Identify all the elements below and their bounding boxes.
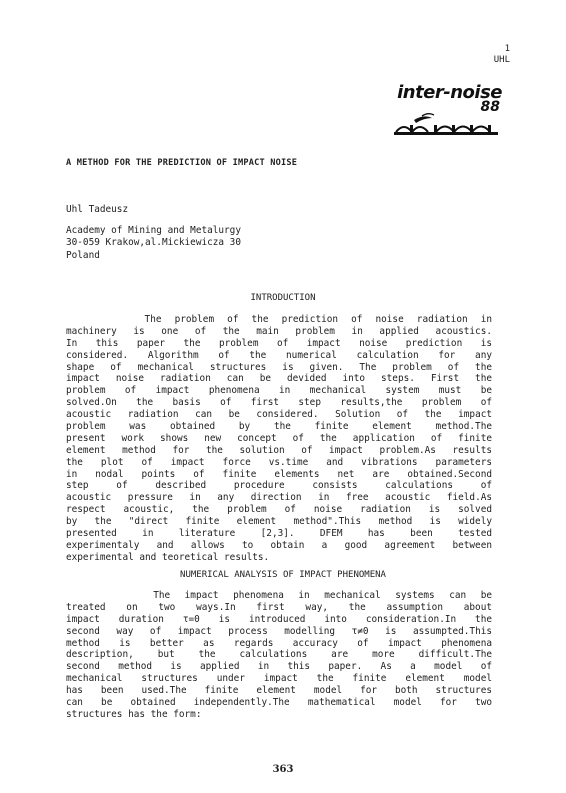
text-line: can be obtained independently.The mathematical model for two	[66, 697, 492, 709]
affiliation	[66, 225, 241, 262]
page-index: 1	[504, 44, 510, 54]
text-line: respect acoustic, the problem of noise radiation is solved	[66, 504, 492, 516]
logo-text: inter-noise	[397, 82, 502, 103]
text-line: In this paper the problem of impact noise prediction is	[66, 337, 492, 349]
text-line: acoustic radiation can be considered. Solution of the impact	[66, 409, 492, 421]
text-line: second way of impact process modelling τ≠0 is assumpted.This	[66, 625, 492, 637]
text-line: considered. Algorithm of the numerical calculation for any	[66, 349, 492, 361]
text-line: description, but the calculations are more difficult.The	[66, 649, 492, 661]
section-heading-numerical-analysis: NUMERICAL ANALYSIS OF IMPACT PHENOMENA	[180, 570, 386, 580]
text-line: acoustic pressure in any direction in free acoustic field.As	[66, 492, 492, 504]
section-heading-introduction: INTRODUCTION	[250, 293, 316, 303]
text-line: has been used.The finite element model for both structures	[66, 685, 492, 697]
text-line: in nodal points of finite elements net are obtained.Second	[66, 468, 492, 480]
text-line: present work shows new concept of the application of finite	[66, 432, 492, 444]
page-number: 363	[272, 764, 294, 775]
text-line: presented in literature [2,3]. DFEM has been tested	[66, 528, 492, 540]
inter-noise-logo	[392, 82, 502, 138]
text-line: second method is applied in this paper. As a model of	[66, 661, 492, 673]
page-header-code	[494, 44, 510, 66]
logo-year: 88	[480, 99, 500, 115]
affiliation-line: 30-059 Krakow,al.Mickiewicza 30	[66, 237, 241, 249]
text-line: shape of mechanical structures is given. The problem of the	[66, 361, 492, 373]
text-line: machinery is one of the main problem in applied acoustics.	[66, 325, 492, 337]
text-line: structures has the form:	[66, 708, 202, 720]
text-line: element method for the solution of impact problem.As results	[66, 444, 492, 456]
text-line: The impact phenomena in mechanical systems can be	[66, 590, 492, 601]
text-line: mechanical structures under impact the finite element model	[66, 673, 492, 685]
text-line: impact noise radiation can be devided into steps. First the	[66, 373, 492, 385]
text-line: the plot of impact force vs.time and vibrations parameters	[66, 456, 492, 468]
text-line: problem of impact phenomena in mechanical system must be	[66, 385, 492, 397]
affiliation-line: Poland	[66, 249, 100, 261]
text-line: step of described procedure consists calculations of	[66, 480, 492, 492]
text-line: experimentaly and allows to obtain a good agreement between	[66, 539, 492, 551]
text-line: method is better as regards accuracy of impact phenomena	[66, 637, 492, 649]
introduction-paragraph	[66, 314, 492, 564]
author-code: UHL	[493, 55, 510, 65]
text-line: The problem of the prediction of noise radiation in	[66, 314, 492, 325]
numerical-analysis-paragraph	[66, 590, 492, 721]
affiliation-line: Academy of Mining and Metalurgy	[66, 225, 241, 236]
text-line: by the "direct finite element method".This method is widely	[66, 516, 492, 528]
text-line: experimental and teoretical results.	[66, 551, 270, 563]
text-line: treated on two ways.In first way, the assumption about	[66, 601, 492, 613]
text-line: solved.On the basis of first step results,the problem of	[66, 397, 492, 409]
bridge-logo-icon	[392, 100, 502, 140]
text-line: problem was obtained by the finite element method.The	[66, 421, 492, 433]
paper-title: A METHOD FOR THE PREDICTION OF IMPACT NOISE	[66, 158, 298, 168]
text-line: impact duration τ=0 is introduced into consideration.In the	[66, 613, 492, 625]
author-name: Uhl Tadeusz	[66, 204, 129, 215]
